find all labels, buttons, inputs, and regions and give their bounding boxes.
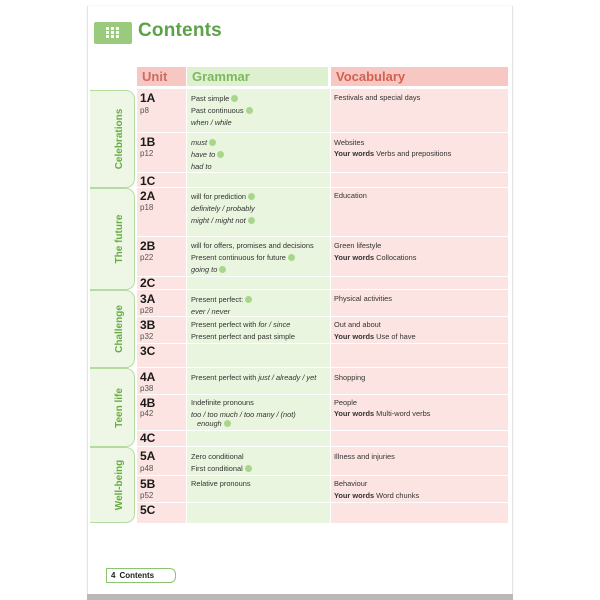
section-label: Celebrations (114, 108, 125, 170)
row-separator (137, 289, 508, 290)
grammar-item: Indefinite pronouns (191, 398, 254, 407)
unit-number[interactable]: 5A (140, 449, 156, 463)
row-separator (137, 187, 508, 188)
section-label: Challenge (114, 305, 125, 353)
grammar-item: definitely / probably (191, 204, 255, 213)
row-separator (137, 172, 508, 173)
unit-number[interactable]: 4A (140, 370, 156, 384)
cd-icon (224, 420, 231, 427)
section-label: The future (114, 214, 125, 264)
vocab-item: Your words Collocations (334, 253, 417, 262)
grammar-item: will for offers, promises and decisions (191, 241, 314, 250)
grid-icon (106, 27, 119, 39)
grammar-item: Relative pronouns (191, 479, 251, 488)
vocab-item: Shopping (334, 373, 366, 382)
header-grammar: Grammar (187, 67, 328, 86)
unit-number[interactable]: 1C (140, 174, 156, 188)
unit-number[interactable]: 1B (140, 135, 156, 149)
grammar-item: Present perfect with just / already / yet (191, 373, 317, 382)
footer-label: Contents (119, 571, 155, 580)
cd-icon (219, 266, 226, 273)
grammar-item: Present perfect with for / since (191, 320, 291, 329)
grammar-item: when / while (191, 118, 232, 127)
unit-page: p28 (140, 306, 154, 315)
cd-icon (246, 107, 253, 114)
unit-number[interactable]: 5C (140, 503, 156, 517)
page-title: Contents (138, 20, 222, 41)
title-block (94, 22, 132, 44)
vocab-item: Education (334, 191, 367, 200)
unit-number[interactable]: 1A (140, 91, 156, 105)
unit-number[interactable]: 2B (140, 239, 156, 253)
grammar-item: Present perfect: (191, 295, 252, 304)
unit-number[interactable]: 2C (140, 276, 156, 290)
page-number: 4 (111, 571, 116, 580)
section-label: Teen life (114, 387, 125, 428)
row-separator (137, 132, 508, 133)
grammar-item: might / might not (191, 216, 255, 225)
row-separator (137, 276, 508, 277)
row-separator (137, 367, 508, 368)
vocab-item: Green lifestyle (334, 241, 382, 250)
unit-number[interactable]: 3B (140, 318, 156, 332)
vocab-item: Festivals and special days (334, 93, 421, 102)
unit-number[interactable]: 3A (140, 292, 156, 306)
cd-icon (217, 151, 224, 158)
vocab-item: Out and about (334, 320, 381, 329)
section-label: Well-being (114, 459, 125, 511)
section-tab-well-being[interactable] (90, 447, 135, 523)
grammar-item: Present perfect and past simple (191, 332, 295, 341)
unit-number[interactable]: 4B (140, 396, 156, 410)
unit-page: p48 (140, 464, 154, 473)
unit-page: p22 (140, 253, 154, 262)
row-separator (137, 343, 508, 344)
row-separator (137, 475, 508, 476)
grammar-item: must (191, 138, 216, 147)
cd-icon (209, 139, 216, 146)
vocab-item: Websites (334, 138, 365, 147)
vocab-item: Your words Multi-word verbs (334, 409, 431, 418)
grammar-item: enough (197, 419, 231, 428)
cd-icon (248, 217, 255, 224)
grammar-item: had to (191, 162, 212, 171)
vocab-item: Illness and injuries (334, 452, 395, 461)
grammar-item: Present continuous for future (191, 253, 295, 262)
grammar-item: too / too much / too many / (not) (191, 410, 296, 419)
cd-icon (245, 465, 252, 472)
cd-icon (231, 95, 238, 102)
section-tab-the-future[interactable] (90, 188, 135, 290)
unit-number[interactable]: 3C (140, 344, 156, 358)
vocab-item: Your words Use of have (334, 332, 416, 341)
row-separator (137, 316, 508, 317)
unit-number[interactable]: 2A (140, 189, 156, 203)
vocab-item: Behaviour (334, 479, 368, 488)
cd-icon (248, 193, 255, 200)
unit-number[interactable]: 5B (140, 477, 156, 491)
vocab-item: People (334, 398, 358, 407)
header-unit: Unit (137, 67, 186, 86)
grammar-item: Past continuous (191, 106, 253, 115)
unit-page: p52 (140, 491, 154, 500)
grammar-item: ever / never (191, 307, 231, 316)
unit-page: p38 (140, 384, 154, 393)
page-footer (106, 568, 176, 583)
row-separator (137, 394, 508, 395)
grammar-item: Zero conditional (191, 452, 244, 461)
grammar-item: going to (191, 265, 226, 274)
unit-page: p18 (140, 203, 154, 212)
unit-page: p12 (140, 149, 154, 158)
vocab-item: Your words Word chunks (334, 491, 420, 500)
grammar-item: Past simple (191, 94, 238, 103)
section-tab-celebrations[interactable] (90, 90, 135, 188)
row-separator (137, 446, 508, 447)
grammar-item: First conditional (191, 464, 252, 473)
section-tab-challenge[interactable] (90, 290, 135, 368)
vocab-item: Physical activities (334, 294, 392, 303)
cd-icon (288, 254, 295, 261)
row-separator (137, 502, 508, 503)
unit-page: p8 (140, 106, 149, 115)
unit-page: p42 (140, 409, 154, 418)
unit-page: p32 (140, 332, 154, 341)
grammar-item: have to (191, 150, 224, 159)
row-separator (137, 236, 508, 237)
header-vocabulary: Vocabulary (331, 67, 508, 86)
page-bottom-edge (87, 594, 513, 600)
cd-icon (245, 296, 252, 303)
grammar-item: will for prediction (191, 192, 255, 201)
row-separator (137, 430, 508, 431)
unit-number[interactable]: 4C (140, 431, 156, 445)
vocab-item: Your words Verbs and prepositions (334, 149, 452, 158)
